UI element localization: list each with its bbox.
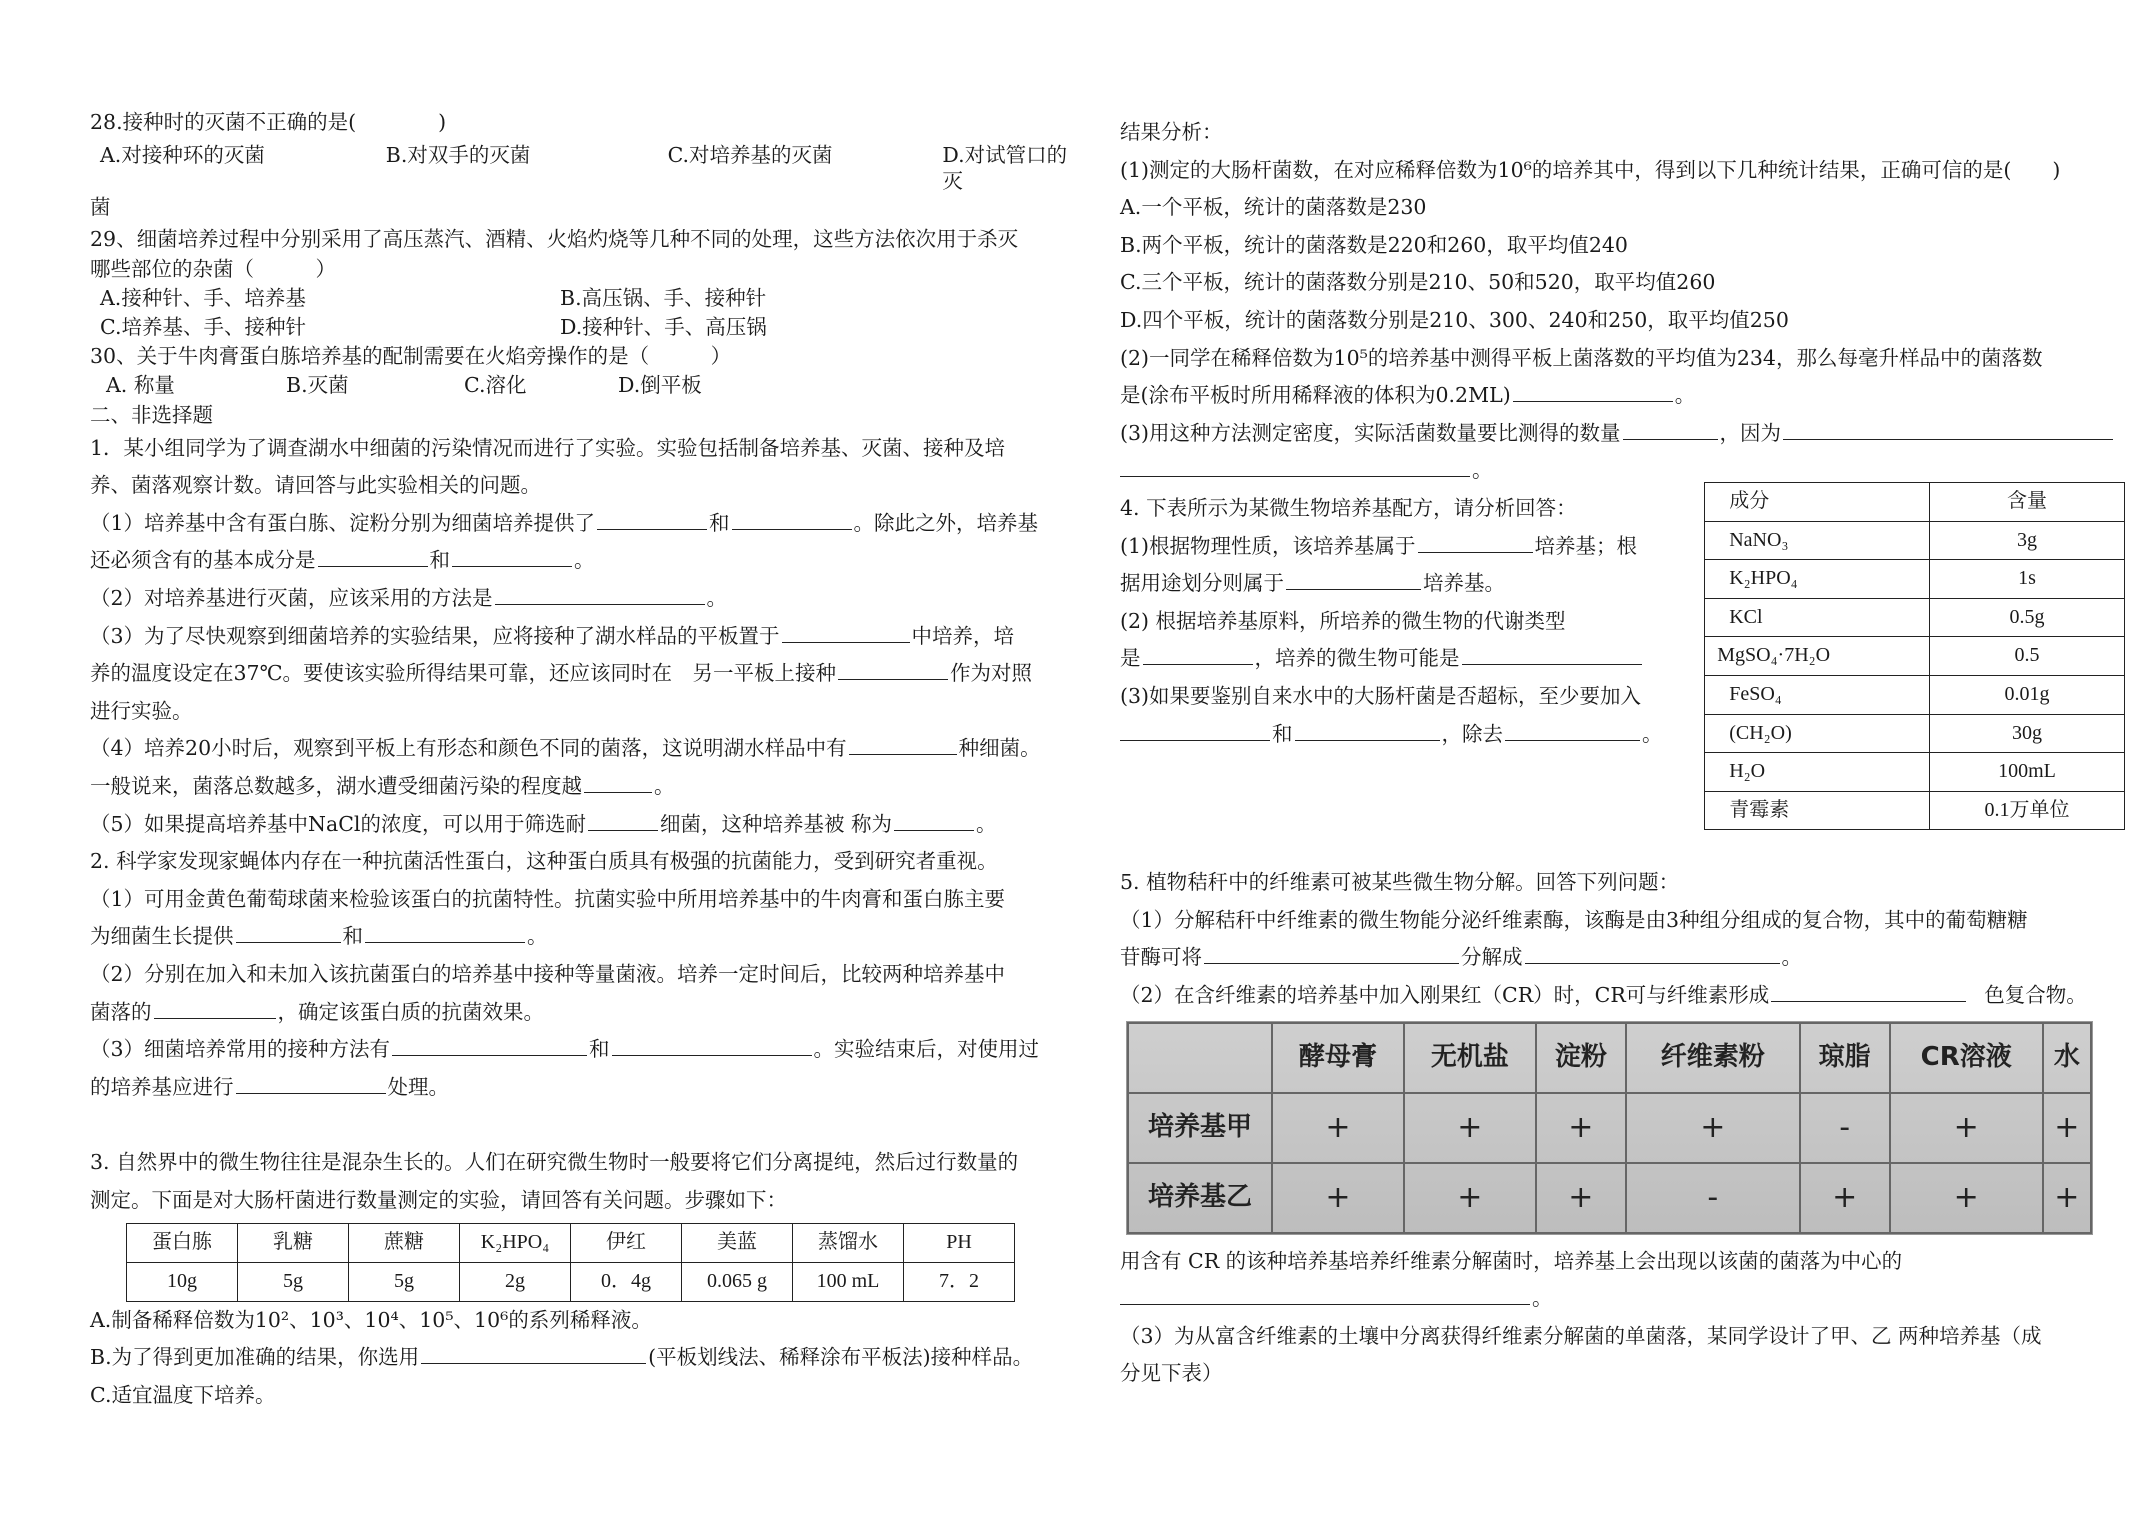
p2-q3	[90, 1031, 1087, 1069]
photo-header: 水	[2043, 1023, 2091, 1093]
p2-q3-text2: 。实验结束后，对使用过	[813, 1037, 1040, 1062]
table-header: 含量	[1929, 482, 2124, 521]
p4-q3: (3)如果要鉴别自来水中的大肠杆菌是否超标，至少要加入	[1120, 683, 1642, 708]
p4-q2-cont	[1120, 640, 1684, 678]
p4-q3-end: 。	[1642, 721, 1663, 746]
p3-step-b	[90, 1339, 1087, 1377]
photo-cell: +	[2043, 1163, 2091, 1233]
results-option-c: C.三个平板，统计的菌落数分别是210、50和520，取平均值260	[1120, 270, 1716, 295]
p4-q1	[1120, 528, 1684, 566]
p2-q3-end: 处理。	[387, 1074, 449, 1099]
section-heading: 二、非选择题	[90, 402, 213, 427]
p1-q3-text3: 养的温度设定在37℃。要使该实验所得结果可靠，还应该同时在 另一平板上接种	[90, 661, 837, 686]
table-cell: H₂O	[1705, 753, 1930, 792]
p1-q1-and2: 和	[429, 548, 450, 573]
p2-q1-and: 和	[342, 924, 363, 949]
p3-step-b-text2: (平板划线法、稀释涂布平板法)接种样品。	[648, 1345, 1034, 1370]
answer-blank[interactable]	[894, 808, 974, 831]
photo-cell: +	[1404, 1093, 1536, 1163]
answer-blank[interactable]	[1418, 530, 1533, 553]
p4-q2-text: 是	[1120, 646, 1141, 671]
photo-cell: +	[1536, 1093, 1626, 1163]
table-cell: FeSO₄	[1705, 675, 1930, 714]
p4-block	[1120, 490, 2125, 830]
p5-q3-cont: 分见下表）	[1120, 1361, 1223, 1386]
table-header: 蛋白胨	[127, 1224, 238, 1263]
formula-table	[1704, 482, 2125, 830]
p5-line1: 5. 植物秸秆中的纤维素可被某些微生物分解。回答下列问题：	[1120, 870, 1680, 895]
table-cell: 1s	[1929, 560, 2124, 599]
q28-option-c: C.对培养基的灭菌	[667, 142, 833, 167]
answer-blank[interactable]	[392, 1033, 587, 1056]
p1-q5-text: （5）如果提高培养基中NaCl的浓度，可以用于筛选耐	[90, 811, 586, 836]
answer-blank[interactable]	[849, 732, 957, 755]
medium-photo-table	[1126, 1021, 2093, 1235]
photo-header: 琼脂	[1800, 1023, 1890, 1093]
table-cell: 青霉素	[1705, 791, 1930, 830]
q28-option-b: B.对双手的灭菌	[385, 142, 531, 167]
answer-blank[interactable]	[1295, 718, 1440, 741]
p1-q1	[90, 505, 1087, 543]
medium-table	[126, 1223, 1015, 1301]
answer-blank[interactable]	[1286, 567, 1421, 590]
p1-q1-text3: 还必须含有的基本成分是	[90, 548, 316, 573]
answer-blank[interactable]	[1525, 941, 1780, 964]
p2-q2-text2: ，确定该蛋白质的抗菌效果。	[277, 999, 544, 1024]
p4-q3-cont	[1120, 716, 1684, 754]
p1-q1-cont	[90, 542, 1087, 580]
q29-stem: 29、细菌培养过程中分别采用了高压蒸汽、酒精、火焰灼烧等几种不同的处理，这些方法依次用于杀灭	[90, 226, 1019, 251]
answer-blank[interactable]	[612, 1033, 812, 1056]
photo-cell: +	[1890, 1093, 2043, 1163]
p5-q2-cont2	[1120, 1280, 2125, 1318]
table-header: 乳糖	[238, 1224, 349, 1263]
p4-line1: 4. 下表所示为某微生物培养基配方，请分析回答：	[1120, 495, 1577, 520]
table-header: 蔗糖	[349, 1224, 460, 1263]
results-q3-end: 。	[1472, 458, 1493, 483]
table-cell: (CH₂O)	[1705, 714, 1930, 753]
table-cell: MgSO₄·7H₂O	[1705, 637, 1930, 676]
results-q2-end: 。	[1674, 383, 1696, 408]
answer-blank[interactable]	[1513, 379, 1673, 402]
table-cell: 5g	[238, 1263, 349, 1302]
answer-blank[interactable]	[452, 544, 572, 567]
photo-row-label: 培养基乙	[1128, 1163, 1272, 1233]
q30-option-b: B.灭菌	[286, 372, 349, 397]
results-option-d: D.四个平板，统计的菌落数分别是210、300、240和250，取平均值250	[1120, 307, 1789, 332]
answer-blank[interactable]	[782, 620, 910, 643]
photo-cell	[1128, 1023, 1272, 1093]
results-option-b: B.两个平板，统计的菌落数是220和260，取平均值240	[1120, 232, 1628, 257]
photo-cell: +	[1890, 1163, 2043, 1233]
table-cell: NaNO₃	[1705, 521, 1930, 560]
p1-q4-text2: 种细菌。	[958, 736, 1041, 761]
p5-q2-cont: 用含有 CR 的该种培养基培养纤维素分解菌时，培养基上会出现以该菌的菌落为中心的	[1120, 1248, 1903, 1273]
table-cell: K₂HPO₄	[1705, 560, 1930, 599]
p5-q2-text2: 色复合物。	[1984, 983, 2087, 1008]
p4-q2-text2: ，培养的微生物可能是	[1254, 646, 1460, 671]
photo-header: CR溶液	[1890, 1023, 2043, 1093]
answer-blank[interactable]	[1204, 941, 1459, 964]
q29-option-a: A.接种针、手、培养基	[100, 285, 306, 310]
p5-q3: （3）为从富含纤维素的土壤中分离获得纤维素分解菌的单菌落，某同学设计了甲、乙 两种培养基（成	[1120, 1323, 2042, 1348]
answer-blank[interactable]	[597, 507, 707, 530]
p4-q1-cont	[1120, 565, 1684, 603]
table-header: 伊红	[571, 1224, 682, 1263]
p4-q1-text4: 培养基。	[1423, 571, 1505, 596]
left-column	[90, 104, 1087, 1414]
table-cell: KCl	[1705, 598, 1930, 637]
answer-blank[interactable]	[236, 1071, 386, 1094]
q30-stem: 30、关于牛肉膏蛋白胨培养基的配制需要在火焰旁操作的是（ ）	[90, 343, 732, 368]
table-cell: 0．4g	[571, 1263, 682, 1302]
p1-q4-text3: 一般说来，菌落总数越多，湖水遭受细菌污染的程度越	[90, 773, 582, 798]
results-q2-text: 是(涂布平板时所用稀释液的体积为0.2ML)	[1120, 383, 1511, 408]
photo-header: 淀粉	[1536, 1023, 1626, 1093]
p5-q1-text: 苷酶可将	[1120, 945, 1202, 970]
p1-q5-text2: 细菌，这种培养基被 称为	[659, 811, 892, 836]
results-title: 结果分析：	[1120, 120, 1223, 144]
p3-step-a: A.制备稀释倍数为10²、10³、10⁴、10⁵、10⁶的系列稀释液。	[90, 1307, 652, 1332]
p5-q1-text2: 分解成	[1461, 945, 1523, 970]
results-q2: (2)一同学在稀释倍数为10⁵的培养基中测得平板上菌落数的平均值为234，那么每毫升样品中的菌落数	[1120, 345, 2043, 370]
answer-blank[interactable]	[1771, 979, 1966, 1002]
p5-q2	[1120, 977, 2125, 1015]
table-cell: 0.01g	[1929, 675, 2124, 714]
table-cell: 0.1万单位	[1929, 791, 2124, 830]
q28-options	[90, 142, 1087, 194]
p2-q2: （2）分别在加入和未加入该抗菌蛋白的培养基中接种等量菌液。培养一定时间后，比较两种培养基中	[90, 961, 1006, 986]
q29-option-d: D.接种针、手、高压锅	[560, 314, 767, 339]
photo-cell: +	[1626, 1093, 1800, 1163]
results-q3-text: (3)用这种方法测定密度，实际活菌数量要比测得的数量	[1120, 420, 1621, 445]
table-header: 成分	[1705, 482, 1930, 521]
p1-q3-cont	[90, 655, 1087, 693]
answer-blank[interactable]	[838, 657, 948, 680]
p2-q1-text: 为细菌生长提供	[90, 924, 234, 949]
table-cell: 5g	[349, 1263, 460, 1302]
photo-header: 酵母膏	[1272, 1023, 1404, 1093]
table-cell: 0.5g	[1929, 598, 2124, 637]
answer-blank[interactable]	[154, 996, 276, 1019]
p1-q1-and: 和	[709, 510, 730, 535]
table-header: K₂HPO₄	[460, 1224, 571, 1263]
q28-option-d-continued: 菌	[90, 194, 111, 219]
p3-line2: 测定。下面是对大肠杆菌进行数量测定的实验，请回答有关问题。步骤如下：	[90, 1187, 787, 1212]
photo-cell: +	[1404, 1163, 1536, 1233]
p1-q4-end: 。	[654, 773, 675, 798]
table-header: PH	[904, 1224, 1015, 1263]
answer-blank[interactable]	[1505, 718, 1640, 741]
p5-q1-cont	[1120, 939, 2125, 977]
q28-option-a: A.对接种环的灭菌	[100, 142, 265, 167]
p2-q3-cont	[90, 1069, 1087, 1107]
answer-blank[interactable]	[1462, 642, 1642, 665]
p2-q3-and: 和	[589, 1037, 610, 1062]
p2-q3-text3: 的培养基应进行	[90, 1074, 234, 1099]
p1-q2-end: 。	[706, 585, 728, 610]
p1-q4-text: （4）培养20小时后，观察到平板上有形态和颜色不同的菌落，这说明湖水样品中有	[90, 736, 847, 761]
p4-text	[1120, 490, 1684, 753]
p4-q3-and: 和	[1272, 721, 1293, 746]
table-cell: 100 mL	[793, 1263, 904, 1302]
table-cell: 0.5	[1929, 637, 2124, 676]
photo-cell: +	[2043, 1093, 2091, 1163]
p4-q3-text: ，除去	[1441, 721, 1503, 746]
q30-option-d: D.倒平板	[618, 372, 702, 397]
p1-q2-text: （2）对培养基进行灭菌，应该采用的方法是	[90, 585, 493, 610]
p2-q3-text: （3）细菌培养常用的接种方法有	[90, 1037, 391, 1062]
photo-cell: -	[1626, 1163, 1800, 1233]
table-cell: 30g	[1929, 714, 2124, 753]
p3-step-c: C.适宜温度下培养。	[90, 1382, 276, 1407]
table-header: 蒸馏水	[793, 1224, 904, 1263]
q29-stem-cont: 哪些部位的杂菌（ ）	[90, 256, 336, 281]
table-cell: 100mL	[1929, 753, 2124, 792]
answer-blank[interactable]	[1120, 718, 1270, 741]
table-cell: 3g	[1929, 521, 2124, 560]
photo-header: 无机盐	[1404, 1023, 1536, 1093]
answer-blank[interactable]	[421, 1341, 646, 1364]
p2-q1: （1）可用金黄色葡萄球菌来检验该蛋白的抗菌特性。抗菌实验中所用培养基中的牛肉膏和蛋白胨主要	[90, 886, 1006, 911]
p1-q1-text: （1）培养基中含有蛋白胨、淀粉分别为细菌培养提供了	[90, 510, 596, 535]
p5-q1: （1）分解秸秆中纤维素的微生物能分泌纤维素酶，该酶是由3种组分组成的复合物，其中的葡萄糖糖	[1120, 907, 2028, 932]
answer-blank[interactable]	[1143, 642, 1253, 665]
q28-option-d: D.对试管口的灭	[942, 142, 1068, 193]
photo-cell: +	[1272, 1163, 1404, 1233]
answer-blank[interactable]	[1783, 417, 2113, 440]
q29-option-b: B.高压锅、手、接种针	[560, 285, 767, 310]
p3-line1: 3. 自然界中的微生物往往是混杂生长的。人们在研究微生物时一般要将它们分离提纯，然后过行数量的	[90, 1150, 1019, 1175]
results-q3	[1120, 415, 2125, 453]
p2-q2-cont	[90, 994, 1087, 1032]
answer-blank[interactable]	[495, 582, 705, 605]
answer-blank[interactable]	[732, 507, 852, 530]
p1-q3	[90, 618, 1087, 656]
answer-blank[interactable]	[588, 808, 658, 831]
p4-q2: (2) 根据培养基原料，所培养的微生物的代谢类型	[1120, 608, 1566, 633]
p1-q3-text2: 中培养，培	[911, 623, 1015, 648]
p5-q2-text: （2）在含纤维素的培养基中加入刚果红（CR）时，CR可与纤维素形成	[1120, 983, 1770, 1008]
photo-cell: +	[1536, 1163, 1626, 1233]
p2-line1: 2. 科学家发现家蝇体内存在一种抗菌活性蛋白，这种蛋白质具有极强的抗菌能力，受到研究者重视。	[90, 849, 998, 874]
photo-header: 纤维素粉	[1626, 1023, 1800, 1093]
photo-row-label: 培养基甲	[1128, 1093, 1272, 1163]
q30-option-a: A. 称量	[106, 372, 175, 397]
results-q3-text2: ，因为	[1719, 420, 1782, 445]
q30-option-c: C.溶化	[464, 372, 527, 397]
p1-q4	[90, 730, 1087, 768]
p1-q2	[90, 580, 1087, 618]
photo-cell: +	[1272, 1093, 1404, 1163]
answer-blank[interactable]	[365, 920, 525, 943]
p2-q1-cont	[90, 918, 1087, 956]
p1-q3-text4: 作为对照	[950, 661, 1033, 686]
p1-q1-end: 。	[574, 548, 595, 573]
table-cell: 7．2	[904, 1263, 1015, 1302]
table-cell: 2g	[460, 1263, 571, 1302]
p1-q5	[90, 806, 1087, 844]
p1-q1-text2: 。除此之外，培养基	[853, 510, 1039, 535]
results-option-a: A.一个平板，统计的菌落数是230	[1120, 195, 1427, 220]
p5-q2-end: 。	[1532, 1286, 1553, 1311]
answer-blank[interactable]	[1120, 1282, 1530, 1305]
p4-q1-text: (1)根据物理性质，该培养基属于	[1120, 533, 1416, 558]
answer-blank[interactable]	[318, 544, 428, 567]
answer-blank[interactable]	[1120, 454, 1470, 477]
q29-option-c: C.培养基、手、接种针	[100, 314, 306, 339]
right-column	[1120, 114, 2125, 1393]
p1-q3-end: 进行实验。	[90, 698, 193, 723]
p1-line1: 1．某小组同学为了调查湖水中细菌的污染情况而进行了实验。实验包括制备培养基、灭菌、接种及培	[90, 435, 1006, 460]
q28-stem: 28.接种时的灭菌不正确的是( )	[90, 110, 447, 134]
p1-line2: 养、菌落观察计数。请回答与此实验相关的问题。	[90, 473, 541, 498]
answer-blank[interactable]	[236, 920, 341, 943]
answer-blank[interactable]	[584, 770, 652, 793]
results-q1: (1)测定的大肠杆菌数，在对应稀释倍数为10⁶的培养其中，得到以下几种统计结果，正确可信的是( )	[1120, 157, 2061, 182]
p2-q2-text: 菌落的	[90, 999, 152, 1024]
p2-q1-end: 。	[527, 924, 548, 949]
p5-q1-end: 。	[1781, 945, 1802, 970]
photo-cell: +	[1800, 1163, 1890, 1233]
p1-q5-end: 。	[975, 811, 997, 836]
p4-q1-text3: 据用途划分则属于	[1120, 571, 1284, 596]
p4-q1-text2: 培养基；根	[1534, 533, 1638, 558]
results-q2-cont	[1120, 377, 2125, 415]
photo-cell: -	[1800, 1093, 1890, 1163]
p3-step-b-text: B.为了得到更加准确的结果，你选用	[90, 1345, 420, 1370]
table-header: 美蓝	[682, 1224, 793, 1263]
p1-q4-cont	[90, 768, 1087, 806]
table-cell: 0.065 g	[682, 1263, 793, 1302]
answer-blank[interactable]	[1623, 417, 1718, 440]
table-cell: 10g	[127, 1263, 238, 1302]
p1-q3-text: （3）为了尽快观察到细菌培养的实验结果，应将接种了湖水样品的平板置于	[90, 623, 780, 648]
